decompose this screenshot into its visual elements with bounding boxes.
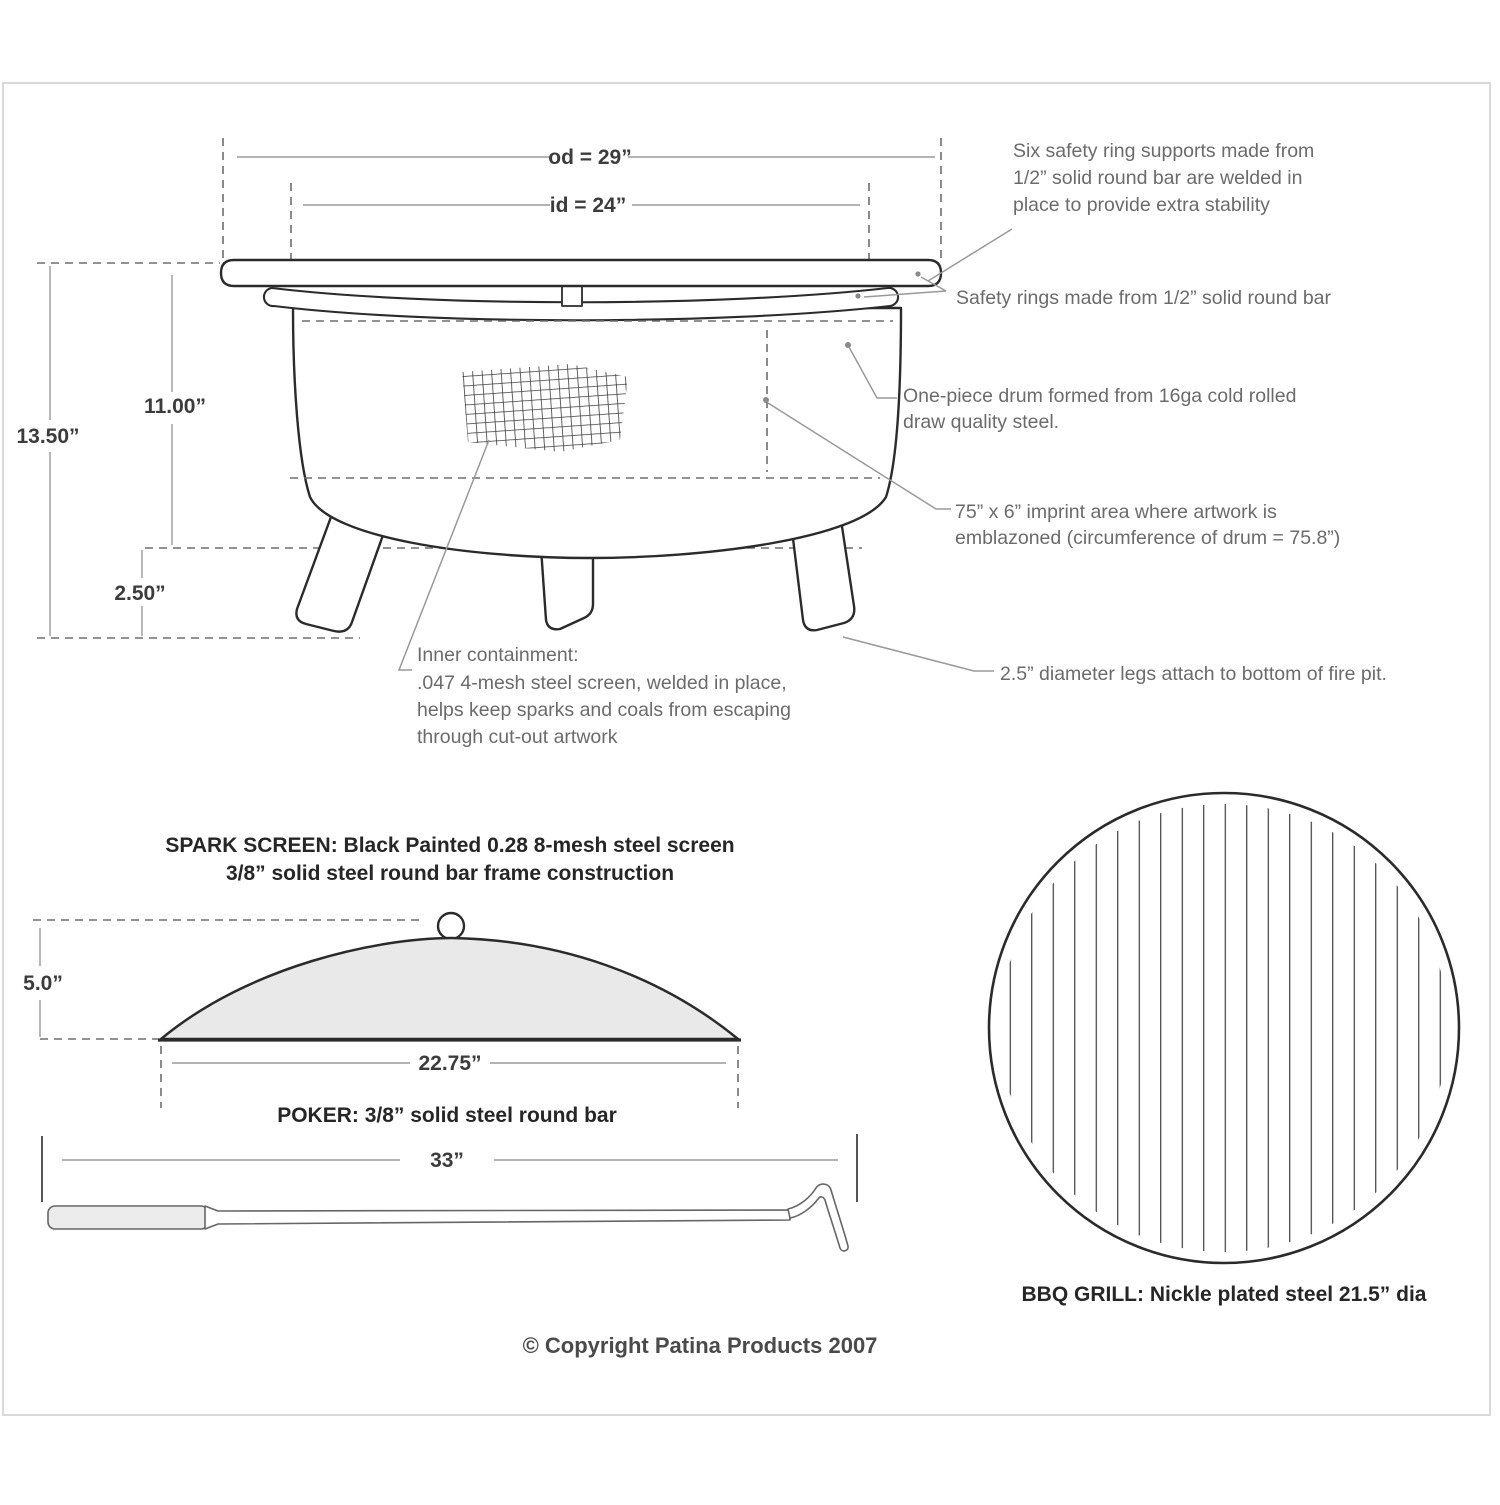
ring-supports-note-line3: place to provide extra stability [1013,194,1270,216]
grill-bars [1000,804,1448,1252]
imprint-note-line2: emblazoned (circumference of drum = 75.8”) [955,527,1341,549]
containment-note-line3: helps keep sparks and coals from escaping [417,699,791,721]
ring-support-tab [562,284,582,306]
screen-height-label: 5.0” [23,972,63,995]
imprint-note-line1: 75” x 6” imprint area where artwork is [955,501,1277,523]
mesh-screen-patch [462,364,628,452]
ring-reference-dot [855,293,860,298]
poker-hook [788,1184,848,1251]
id-dimension-label: id = 24” [549,194,627,217]
poker-length-label: 33” [430,1149,464,1172]
total-height-label: 13.50” [16,425,80,448]
bbq-grill-label: BBQ GRILL: Nickle plated steel 21.5” dia [1021,1283,1427,1306]
rim-reference-dot [915,271,920,276]
spark-screen-title-line1: SPARK SCREEN: Black Painted 0.28 8-mesh steel screen [165,834,735,857]
spark-screen-drawing [33,913,741,1108]
containment-note-line2: .047 4-mesh steel screen, welded in place, [417,672,787,694]
spark-screen-title-line2: 3/8” solid steel round bar frame construction [225,862,675,885]
imprint-reference-dot [763,397,769,403]
screen-width-label: 22.75” [418,1052,482,1075]
ring-supports-note-line1: Six safety ring supports made from [1013,140,1315,162]
ring-supports-note-line2: 1/2” solid round bar are welded in [1013,167,1303,189]
drum-note-line2: draw quality steel. [903,411,1060,433]
bbq-grill-drawing [989,793,1459,1263]
leader-legs [843,637,994,671]
od-dimension-label: od = 29” [548,146,632,169]
spark-screen-dome [161,938,738,1039]
fire-pit-center-leg [541,548,593,629]
poker-handle [48,1206,208,1229]
drum-reference-dot [845,342,851,348]
drum-height-label: 11.00” [144,395,206,418]
safety-rings-note: Safety rings made from 1/2” solid round bar [956,287,1332,309]
poker-shaft [205,1206,790,1229]
poker-title: POKER: 3/8” solid steel round bar [277,1104,617,1127]
containment-note-line1: Inner containment: [417,644,579,666]
leg-height-label: 2.50” [114,582,166,605]
drum-note-line1: One-piece drum formed from 16ga cold rolled [903,385,1297,407]
screen-ring-handle [438,913,464,939]
legs-note: 2.5” diameter legs attach to bottom of fire pit. [1000,663,1387,685]
containment-note-line4: through cut-out artwork [417,726,618,748]
copyright-text: © Copyright Patina Products 2007 [522,1333,878,1358]
fire-pit-top-rim [221,260,941,286]
